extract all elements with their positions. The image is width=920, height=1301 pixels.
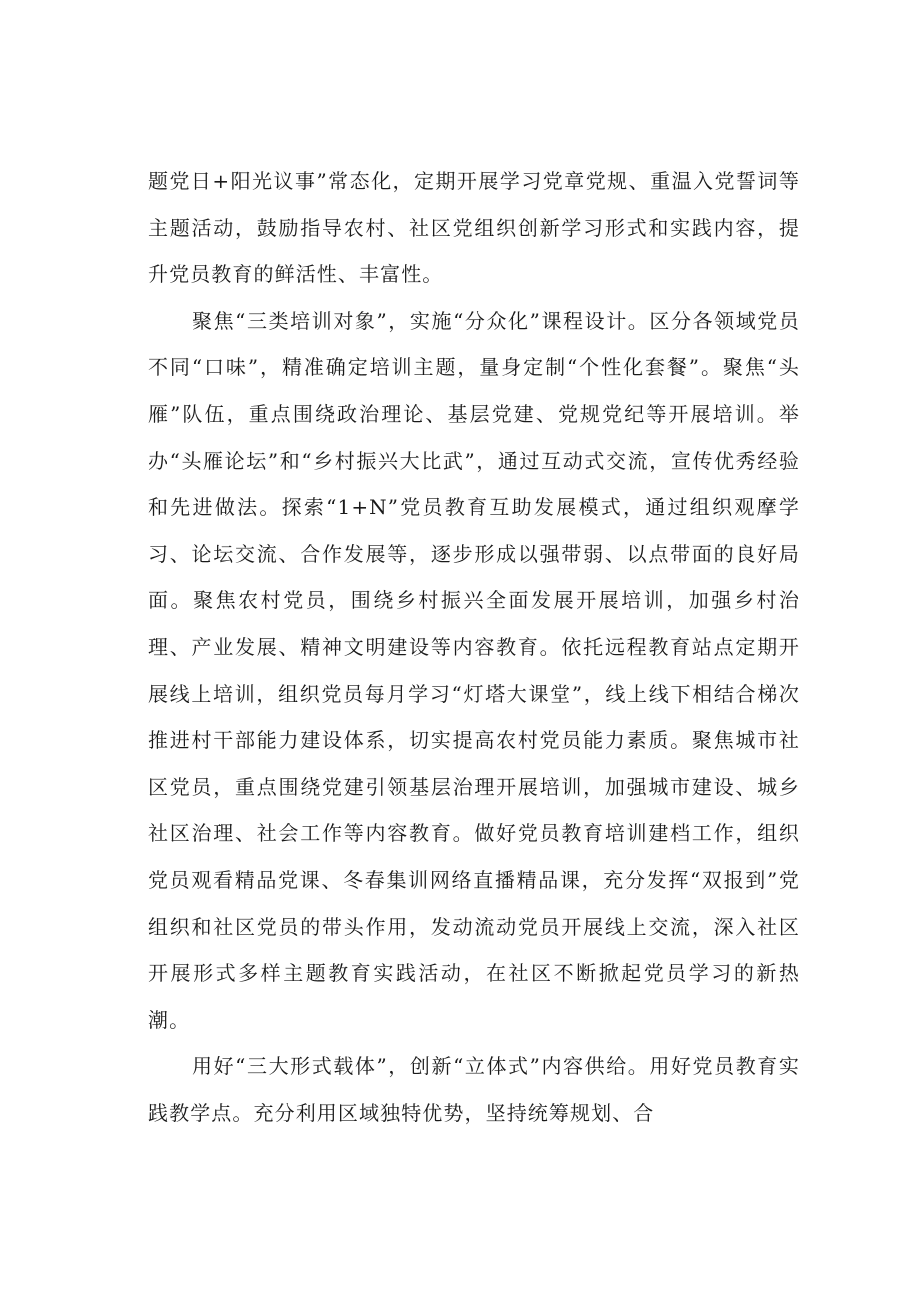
paragraph-1: 题党日+阳光议事”常态化，定期开展学习党章党规、重温入党誓词等主题活动，鼓励指导农村、社区党组织创新学习形式和实践内容，提升党员教育的鲜活性、丰富性。 bbox=[148, 169, 800, 287]
paragraph-2: 聚焦“三类培训对象”，实施“分众化”课程设计。区分各领域党员不同“口味”，精准确定培训主题，量身定制“个性化套餐”。聚焦“头雁”队伍，重点围绕政治理论、基层党建、党规党纪等开展培训。举办“头雁论坛”和“乡村振兴大比武”，通过互动式交流，宣传优秀经验和先进做法。探索“1+N”党员教育互助发展模式，通过组织观摩学习、论坛交流、合作发展等，逐步形成以强带弱、以点带面的良好局面。聚焦农村党员，围绕乡村振兴全面发展开展培训，加强乡村治理、产业发展、精神文明建设等内容教育。依托远程教育站点定期开展线上培训，组织党员每月学习“灯塔大课堂”，线上线下相结合梯次推进村干部能力建设体系，切实提高农村党员能力素质。聚焦城市社区党员，重点围绕党建引领基层治理开展培训，加强城市建设、城乡社区治理、社会工作等内容教育。做好党员教育培训建档工作，组织党员观看精品党课、冬春集训网络直播精品课，充分发挥“双报到”党组织和社区党员的带头作用，发动流动党员开展线上交流，深入社区开展形式多样主题教育实践活动，在社区不断掀起党员学习的新热潮。 bbox=[148, 308, 800, 1032]
document-body bbox=[148, 158, 800, 1136]
paragraph-3: 用好“三大形式载体”，创新“立体式”内容供给。用好党员教育实践教学点。充分利用区域独特优势，坚持统筹规划、合 bbox=[148, 1054, 800, 1125]
